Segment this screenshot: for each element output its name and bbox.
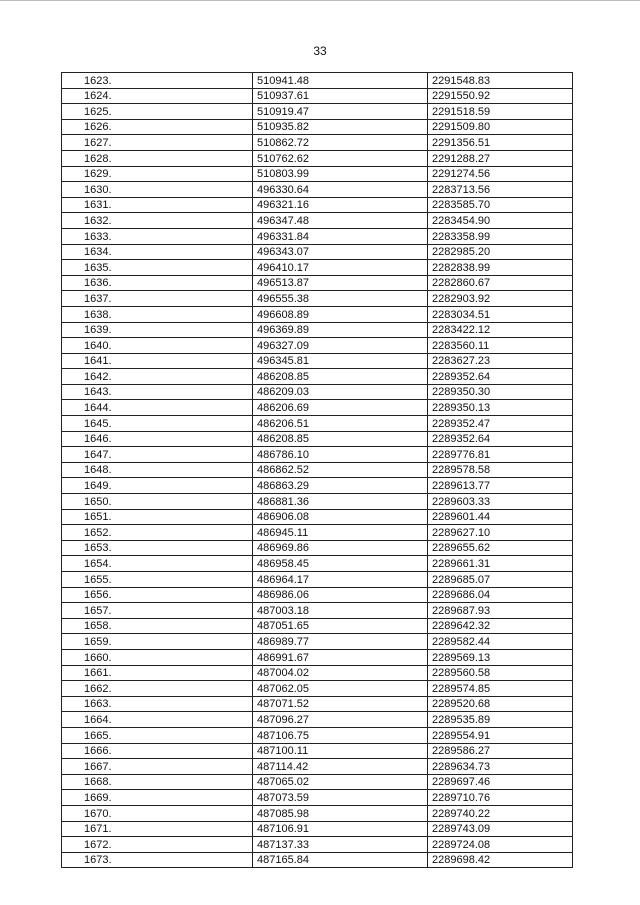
table-row [62, 759, 573, 775]
y-coordinate-cell: 2282860.67 [428, 275, 573, 291]
point-number-cell: 1665. [62, 727, 253, 743]
point-number-cell: 1667. [62, 759, 253, 775]
table-row [62, 478, 573, 494]
x-coordinate-cell: 487137.33 [253, 837, 428, 853]
y-coordinate-cell: 2283422.12 [428, 322, 573, 338]
table-row [62, 104, 573, 120]
table-row [62, 618, 573, 634]
y-coordinate-cell: 2289627.10 [428, 525, 573, 541]
y-coordinate-cell: 2283034.51 [428, 306, 573, 322]
y-coordinate-cell: 2289601.44 [428, 509, 573, 525]
x-coordinate-cell: 487100.11 [253, 743, 428, 759]
point-number-cell: 1663. [62, 696, 253, 712]
x-coordinate-cell: 487114.42 [253, 759, 428, 775]
y-coordinate-cell: 2289574.85 [428, 681, 573, 697]
point-number-cell: 1624. [62, 88, 253, 104]
x-coordinate-cell: 510941.48 [253, 73, 428, 89]
y-coordinate-cell: 2289655.62 [428, 540, 573, 556]
y-coordinate-cell: 2291274.56 [428, 166, 573, 182]
table-row [62, 649, 573, 665]
y-coordinate-cell: 2289724.08 [428, 837, 573, 853]
table-row [62, 431, 573, 447]
point-number-cell: 1630. [62, 182, 253, 198]
point-number-cell: 1643. [62, 384, 253, 400]
point-number-cell: 1648. [62, 462, 253, 478]
point-number-cell: 1654. [62, 556, 253, 572]
y-coordinate-cell: 2289687.93 [428, 603, 573, 619]
point-number-cell: 1634. [62, 244, 253, 260]
table-row [62, 821, 573, 837]
point-number-cell: 1657. [62, 603, 253, 619]
y-coordinate-cell: 2289350.30 [428, 384, 573, 400]
x-coordinate-cell: 486969.86 [253, 540, 428, 556]
table-row [62, 228, 573, 244]
table-row [62, 556, 573, 572]
y-coordinate-cell: 2289560.58 [428, 665, 573, 681]
x-coordinate-cell: 510803.99 [253, 166, 428, 182]
table-row [62, 743, 573, 759]
table-row [62, 150, 573, 166]
x-coordinate-cell: 486991.67 [253, 649, 428, 665]
point-number-cell: 1642. [62, 369, 253, 385]
y-coordinate-cell: 2289520.68 [428, 696, 573, 712]
y-coordinate-cell: 2289661.31 [428, 556, 573, 572]
point-number-cell: 1660. [62, 649, 253, 665]
x-coordinate-cell: 496555.38 [253, 291, 428, 307]
table-row [62, 712, 573, 728]
point-number-cell: 1637. [62, 291, 253, 307]
point-number-cell: 1641. [62, 353, 253, 369]
table-row [62, 338, 573, 354]
point-number-cell: 1664. [62, 712, 253, 728]
x-coordinate-cell: 486881.36 [253, 494, 428, 510]
x-coordinate-cell: 496608.89 [253, 306, 428, 322]
point-number-cell: 1653. [62, 540, 253, 556]
point-number-cell: 1673. [62, 852, 253, 868]
point-number-cell: 1639. [62, 322, 253, 338]
table-row [62, 260, 573, 276]
point-number-cell: 1625. [62, 104, 253, 120]
y-coordinate-cell: 2289535.89 [428, 712, 573, 728]
x-coordinate-cell: 487106.91 [253, 821, 428, 837]
x-coordinate-cell: 496345.81 [253, 353, 428, 369]
point-number-cell: 1659. [62, 634, 253, 650]
table-row [62, 384, 573, 400]
point-number-cell: 1638. [62, 306, 253, 322]
y-coordinate-cell: 2282985.20 [428, 244, 573, 260]
table-row [62, 790, 573, 806]
x-coordinate-cell: 487003.18 [253, 603, 428, 619]
x-coordinate-cell: 486786.10 [253, 447, 428, 463]
table-row [62, 837, 573, 853]
y-coordinate-cell: 2289603.33 [428, 494, 573, 510]
x-coordinate-cell: 496343.07 [253, 244, 428, 260]
y-coordinate-cell: 2289352.64 [428, 431, 573, 447]
y-coordinate-cell: 2289613.77 [428, 478, 573, 494]
y-coordinate-cell: 2289352.64 [428, 369, 573, 385]
y-coordinate-cell: 2283560.11 [428, 338, 573, 354]
point-number-cell: 1633. [62, 228, 253, 244]
table-row [62, 306, 573, 322]
y-coordinate-cell: 2289686.04 [428, 587, 573, 603]
x-coordinate-cell: 486863.29 [253, 478, 428, 494]
x-coordinate-cell: 486208.85 [253, 369, 428, 385]
x-coordinate-cell: 486989.77 [253, 634, 428, 650]
table-row [62, 852, 573, 868]
point-number-cell: 1652. [62, 525, 253, 541]
point-number-cell: 1626. [62, 119, 253, 135]
point-number-cell: 1656. [62, 587, 253, 603]
y-coordinate-cell: 2291550.92 [428, 88, 573, 104]
point-number-cell: 1669. [62, 790, 253, 806]
point-number-cell: 1632. [62, 213, 253, 229]
point-number-cell: 1655. [62, 572, 253, 588]
x-coordinate-cell: 510935.82 [253, 119, 428, 135]
point-number-cell: 1623. [62, 73, 253, 89]
table-row [62, 291, 573, 307]
table-row [62, 587, 573, 603]
table-row [62, 369, 573, 385]
table-row [62, 572, 573, 588]
table-row [62, 525, 573, 541]
y-coordinate-cell: 2289698.42 [428, 852, 573, 868]
x-coordinate-cell: 510762.62 [253, 150, 428, 166]
table-row [62, 275, 573, 291]
point-number-cell: 1670. [62, 805, 253, 821]
point-number-cell: 1668. [62, 774, 253, 790]
table-row [62, 681, 573, 697]
x-coordinate-cell: 496321.16 [253, 197, 428, 213]
y-coordinate-cell: 2289685.07 [428, 572, 573, 588]
table-row [62, 119, 573, 135]
table-row [62, 182, 573, 198]
y-coordinate-cell: 2289586.27 [428, 743, 573, 759]
table-row [62, 322, 573, 338]
y-coordinate-cell: 2289350.13 [428, 400, 573, 416]
page-number: 33 [313, 44, 327, 58]
x-coordinate-cell: 496330.64 [253, 182, 428, 198]
table-row [62, 400, 573, 416]
x-coordinate-cell: 487165.84 [253, 852, 428, 868]
y-coordinate-cell: 2283358.99 [428, 228, 573, 244]
point-number-cell: 1646. [62, 431, 253, 447]
y-coordinate-cell: 2283585.70 [428, 197, 573, 213]
y-coordinate-cell: 2291518.59 [428, 104, 573, 120]
table-row [62, 805, 573, 821]
point-number-cell: 1645. [62, 416, 253, 432]
y-coordinate-cell: 2291356.51 [428, 135, 573, 151]
table-row [62, 88, 573, 104]
point-number-cell: 1640. [62, 338, 253, 354]
x-coordinate-cell: 486945.11 [253, 525, 428, 541]
x-coordinate-cell: 496513.87 [253, 275, 428, 291]
x-coordinate-cell: 486208.85 [253, 431, 428, 447]
table-row [62, 244, 573, 260]
point-number-cell: 1650. [62, 494, 253, 510]
x-coordinate-cell: 486206.51 [253, 416, 428, 432]
table-row [62, 462, 573, 478]
table-row [62, 509, 573, 525]
point-number-cell: 1628. [62, 150, 253, 166]
x-coordinate-cell: 486986.06 [253, 587, 428, 603]
x-coordinate-cell: 487065.02 [253, 774, 428, 790]
point-number-cell: 1651. [62, 509, 253, 525]
x-coordinate-cell: 510862.72 [253, 135, 428, 151]
point-number-cell: 1649. [62, 478, 253, 494]
table-row [62, 494, 573, 510]
x-coordinate-cell: 487062.05 [253, 681, 428, 697]
x-coordinate-cell: 486958.45 [253, 556, 428, 572]
table-row [62, 634, 573, 650]
point-number-cell: 1644. [62, 400, 253, 416]
y-coordinate-cell: 2289634.73 [428, 759, 573, 775]
point-number-cell: 1661. [62, 665, 253, 681]
point-number-cell: 1666. [62, 743, 253, 759]
y-coordinate-cell: 2289697.46 [428, 774, 573, 790]
x-coordinate-cell: 487085.98 [253, 805, 428, 821]
table-row [62, 540, 573, 556]
point-number-cell: 1647. [62, 447, 253, 463]
coordinates-table-body [62, 73, 573, 868]
point-number-cell: 1636. [62, 275, 253, 291]
table-row [62, 197, 573, 213]
table-row [62, 696, 573, 712]
table-row [62, 603, 573, 619]
x-coordinate-cell: 510937.61 [253, 88, 428, 104]
y-coordinate-cell: 2283627.23 [428, 353, 573, 369]
y-coordinate-cell: 2291288.27 [428, 150, 573, 166]
x-coordinate-cell: 486206.69 [253, 400, 428, 416]
x-coordinate-cell: 496327.09 [253, 338, 428, 354]
point-number-cell: 1662. [62, 681, 253, 697]
coordinates-table [61, 72, 573, 868]
table-row [62, 73, 573, 89]
x-coordinate-cell: 486906.08 [253, 509, 428, 525]
x-coordinate-cell: 487073.59 [253, 790, 428, 806]
y-coordinate-cell: 2289554.91 [428, 727, 573, 743]
point-number-cell: 1629. [62, 166, 253, 182]
y-coordinate-cell: 2289776.81 [428, 447, 573, 463]
x-coordinate-cell: 486964.17 [253, 572, 428, 588]
point-number-cell: 1627. [62, 135, 253, 151]
x-coordinate-cell: 496369.89 [253, 322, 428, 338]
x-coordinate-cell: 496331.84 [253, 228, 428, 244]
table-row [62, 447, 573, 463]
point-number-cell: 1658. [62, 618, 253, 634]
y-coordinate-cell: 2289642.32 [428, 618, 573, 634]
y-coordinate-cell: 2282838.99 [428, 260, 573, 276]
y-coordinate-cell: 2289740.22 [428, 805, 573, 821]
table-row [62, 665, 573, 681]
y-coordinate-cell: 2289569.13 [428, 649, 573, 665]
page-edge [0, 0, 640, 1]
table-row [62, 166, 573, 182]
x-coordinate-cell: 486209.03 [253, 384, 428, 400]
x-coordinate-cell: 487071.52 [253, 696, 428, 712]
point-number-cell: 1631. [62, 197, 253, 213]
y-coordinate-cell: 2289582.44 [428, 634, 573, 650]
table-row [62, 213, 573, 229]
y-coordinate-cell: 2283454.90 [428, 213, 573, 229]
x-coordinate-cell: 496347.48 [253, 213, 428, 229]
y-coordinate-cell: 2291548.83 [428, 73, 573, 89]
x-coordinate-cell: 487051.65 [253, 618, 428, 634]
y-coordinate-cell: 2289710.76 [428, 790, 573, 806]
y-coordinate-cell: 2289578.58 [428, 462, 573, 478]
table-row [62, 135, 573, 151]
table-row [62, 416, 573, 432]
y-coordinate-cell: 2283713.56 [428, 182, 573, 198]
x-coordinate-cell: 487096.27 [253, 712, 428, 728]
point-number-cell: 1672. [62, 837, 253, 853]
x-coordinate-cell: 510919.47 [253, 104, 428, 120]
y-coordinate-cell: 2289352.47 [428, 416, 573, 432]
y-coordinate-cell: 2282903.92 [428, 291, 573, 307]
x-coordinate-cell: 487106.75 [253, 727, 428, 743]
table-row [62, 774, 573, 790]
x-coordinate-cell: 487004.02 [253, 665, 428, 681]
y-coordinate-cell: 2289743.09 [428, 821, 573, 837]
y-coordinate-cell: 2291509.80 [428, 119, 573, 135]
table-row [62, 353, 573, 369]
table-row [62, 727, 573, 743]
point-number-cell: 1635. [62, 260, 253, 276]
x-coordinate-cell: 486862.52 [253, 462, 428, 478]
point-number-cell: 1671. [62, 821, 253, 837]
x-coordinate-cell: 496410.17 [253, 260, 428, 276]
